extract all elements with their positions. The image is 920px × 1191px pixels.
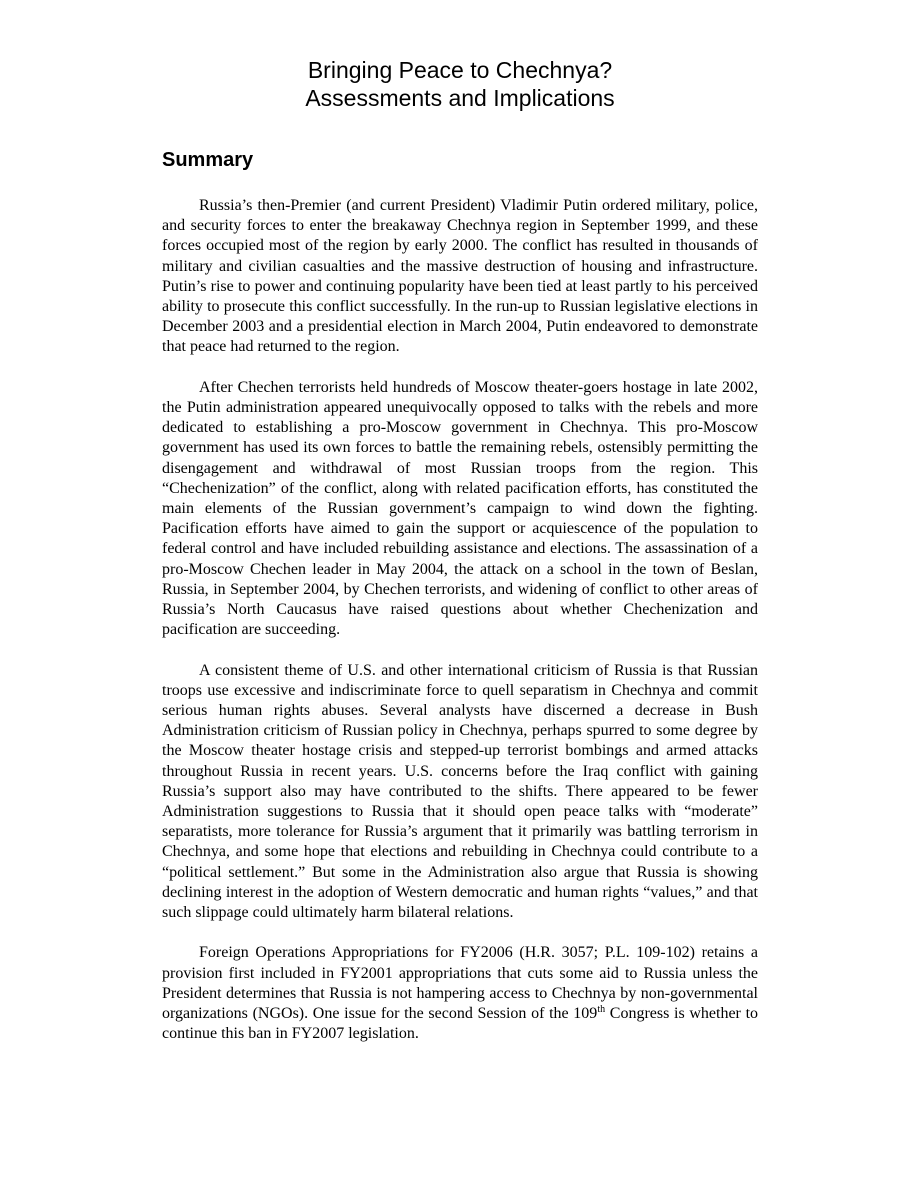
paragraph-text: Foreign Operations Appropriations for FY2006 (H.R. 3057; P.L. 109-102) retains a provision first included in FY2001 appropriations that cuts some aid to Russia unless the President determines that Russia is not hampering access to Chechnya by non-governmental organizations (NGOs). One issue for the second Session of the 109 xyxy=(162,944,758,1023)
section-heading: Summary xyxy=(162,149,254,171)
document-title xyxy=(160,56,760,112)
ordinal-superscript: th xyxy=(597,1004,606,1016)
title-line-2: Assessments and Implications xyxy=(305,85,615,111)
paragraph: Russia’s then-Premier (and current President) Vladimir Putin ordered military, police, and security forces to enter the breakaway Chechnya region in September 1999, and these forces occupied most of the region by early 2000. The conflict has resulted in thousands of military and civilian casualties and the massive destruction of housing and infrastructure. Putin’s rise to power and continuing popularity have been tied at least partly to his perceived ability to prosecute this conflict successfully. In the run-up to Russian legislative elections in December 2003 and a presidential election in March 2004, Putin endeavored to demonstrate that peace had returned to the region. xyxy=(162,197,758,356)
paragraph-last xyxy=(162,943,758,1044)
paragraph: After Chechen terrorists held hundreds of Moscow theater-goers hostage in late 2002, the Putin administration appeared unequivocally opposed to talks with the rebels and more dedicated to establishing a pro-Moscow government in Chechnya. This pro-Moscow government has used its own forces to battle the remaining rebels, ostensibly permitting the disengagement and withdrawal of most Russian troops from the region. This “Chechenization” of the conflict, along with related pacification efforts, has constituted the main elements of the Russian government’s campaign to wind down the fighting. Pacification efforts have aimed to gain the support or acquiescence of the population to federal control and have included rebuilding assistance and elections. The assassination of a pro-Moscow Chechen leader in May 2004, the attack on a school in the town of Beslan, Russia, in September 2004, by Chechen terrorists, and widening of conflict to other areas of Russia’s North Caucasus have raised questions about whether Chechenization and pacification are succeeding. xyxy=(162,378,758,639)
summary-body xyxy=(162,196,758,1065)
title-line-1: Bringing Peace to Chechnya? xyxy=(307,57,613,83)
paragraph-text-end: Congress is whether to continue this ban in FY2007 legislation. xyxy=(162,1005,759,1043)
paragraph: A consistent theme of U.S. and other international criticism of Russia is that Russian troops use excessive and indiscriminate force to quell separatism in Chechnya and commit serious human rights abuses. Several analysts have discerned a decrease in Bush Administration criticism of Russian policy in Chechnya, perhaps spurred to some degree by the Moscow theater hostage crisis and stepped-up terrorist bombings and armed attacks throughout Russia in recent years. U.S. concerns before the Iraq conflict with gaining Russia’s support also may have contributed to the shifts. There appeared to be fewer Administration suggestions to Russia that it should open peace talks with “moderate” separatists, more tolerance for Russia’s argument that it primarily was battling terrorism in Chechnya, and some hope that elections and rebuilding in Chechnya could contribute to a “political settlement.” But some in the Administration also argue that Russia is showing declining interest in the adoption of Western democratic and human rights “values,” and that such slippage could ultimately harm bilateral relations. xyxy=(162,661,758,922)
